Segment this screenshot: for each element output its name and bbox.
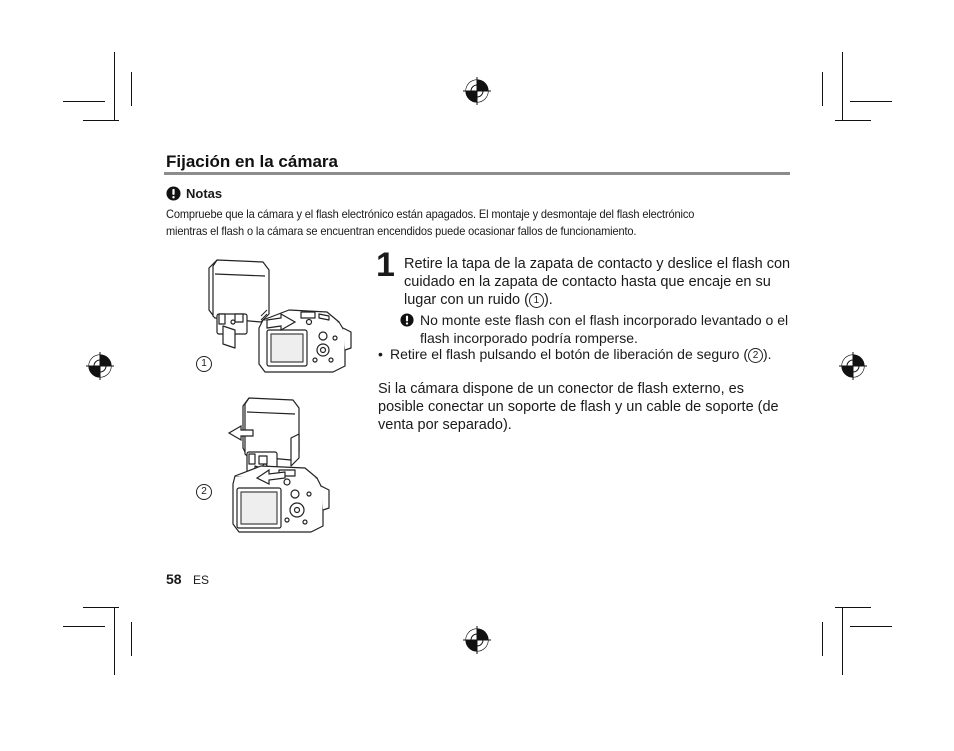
bullet-marker: • [378,346,383,362]
crop-mark [850,101,892,102]
body-paragraph: Si la cámara dispone de un conector de flash externo, es posible conectar un soporte de flash y un cable de soporte (de venta por separado). [378,381,779,433]
crop-mark [114,52,115,120]
crop-mark [822,72,823,106]
notes-label: Notas [186,186,223,201]
caution-icon [166,186,181,201]
step-text-end: ). [543,292,553,308]
caution-text: No monte este flash con el flash incorporado levantado o el flash incorporado podría romperse. [420,312,789,346]
registration-mark-icon [463,626,491,654]
page-number: 58 [166,571,182,587]
crop-mark [83,120,119,121]
crop-mark [842,607,843,675]
figure-label: 1 [196,356,212,372]
notes-line: Compruebe que la cámara y el flash electrónico están apagados. El montaje y desmontaje del flash electrónico [166,207,695,221]
notes-line: mientras el flash o la cámara se encuentran encendidos puede ocasionar fallos de funcionamiento. [166,224,637,238]
bullet-text-end: ). [763,346,772,362]
registration-mark-icon [839,352,867,380]
crop-mark [63,101,105,102]
step-text [404,255,796,309]
crop-mark [63,626,105,627]
crop-mark [850,626,892,627]
notes-heading [166,186,222,201]
section-title: Fijación en la cámara [166,152,338,171]
step-number: 1 [376,246,395,284]
figure-ref: 2 [748,348,763,363]
crop-mark [835,120,871,121]
section-rule [164,172,790,175]
bullet-text-main: Retire el flash pulsando el botón de liberación de seguro ( [390,346,749,362]
figure-label: 2 [196,484,212,500]
crop-mark [131,622,132,656]
registration-mark-icon [463,77,491,105]
caution-icon [400,313,414,327]
crop-mark [842,52,843,120]
language-code: ES [193,573,210,587]
bullet-text [390,345,790,363]
crop-mark [131,72,132,106]
crop-mark [114,607,115,675]
registration-mark-icon [86,352,114,380]
step-text-main: Retire la tapa de la zapata de contacto y deslice el flash con cuidado en la zapata de contacto hasta que encaje en su lugar con un ruido ( [404,256,791,308]
notes-body [166,206,792,240]
crop-mark [835,607,871,608]
crop-mark [822,622,823,656]
flash-attach-illustration [205,256,355,376]
figure-ref: 1 [529,293,544,308]
flash-release-illustration [225,394,335,554]
